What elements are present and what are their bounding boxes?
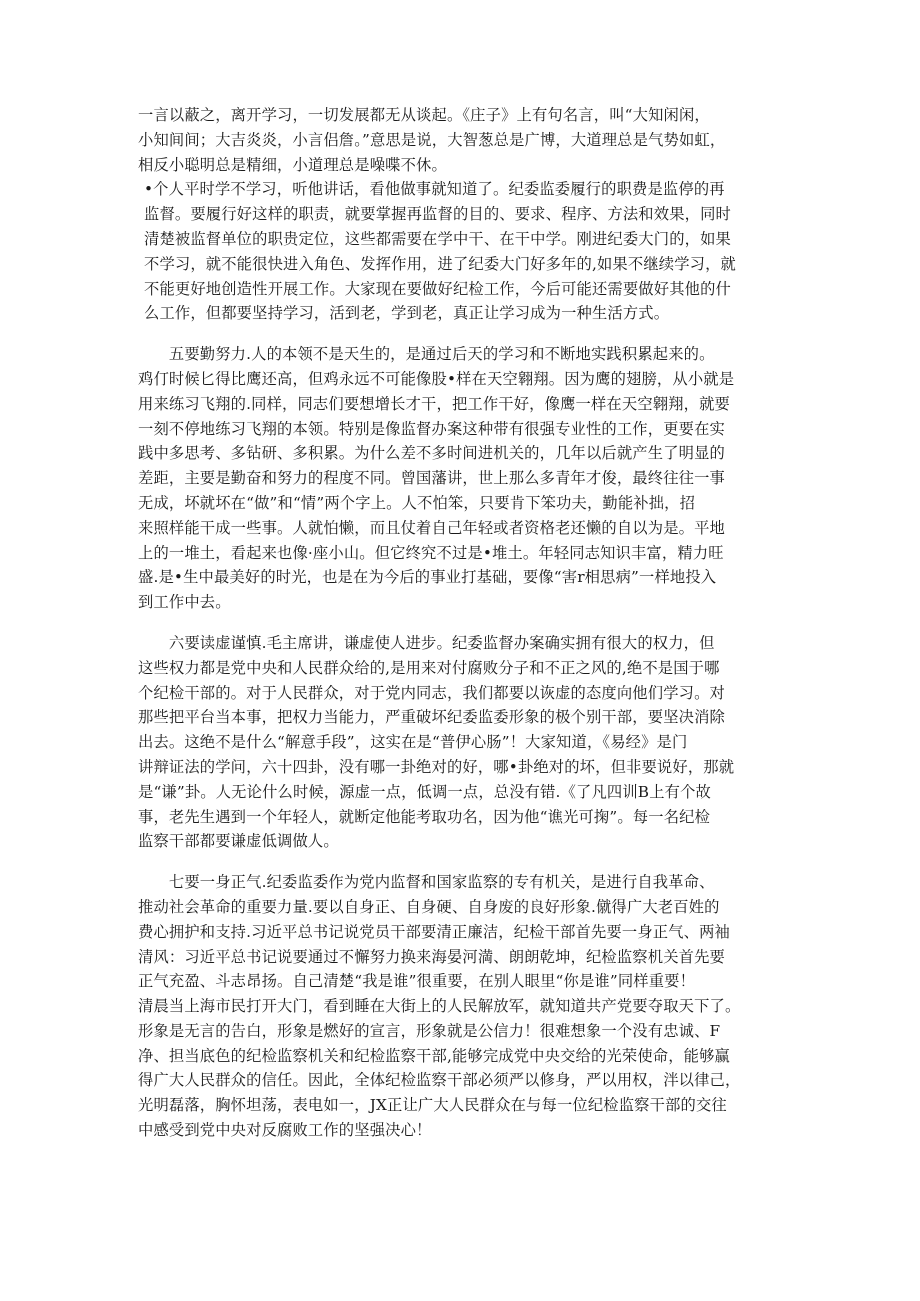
paragraph-section-seven [138,870,802,1143]
text-line: 事，老先生遇到一个年轻人，就断定他能考取功名，因为他“谯光可掬”。每一名纪检 [138,807,711,826]
text-line: 光明磊落，胸怀坦荡，表电如一，JX正让广大人民群众在与每一位纪检监察干部的交往 [138,1096,727,1115]
paragraph-learning-habit [138,177,802,326]
paragraph-section-six [138,631,802,854]
text-line: 那些把平台当本事，把权力当能力，严重破坏纪委监委形象的极个别干部，要坚决消除 [138,708,725,727]
text-line: 七要一身正气.纪委监委作为党内监督和国家监察的专有机关，是进行自我革命、 [138,873,715,892]
text-line: 六要读虚谨慎.毛主席讲，谦虚使人进步。纪委监督办案确实拥有很大的权力，但 [138,633,715,652]
text-line: 一言以蔽之，离开学习，一切发展都无从谈起。《庄子》上有句名言，叫“大知闲闲， [138,106,710,124]
text-line: 鸡仃时候匕得比鹰还高，但鸡永远不可能像股•样在天空翱翔。因为鹰的翅膀，从小就是 [138,369,735,388]
text-line: 推动社会革命的重要力量.要以自身正、自身硬、自身废的良好形象.僦得广大老百姓的 [138,897,720,916]
text-line: 是“谦”卦。人无论什么时候，源虚一点，低调一点，总没有错.《了凡四训B上有个故 [138,782,711,801]
paragraph-gap [138,854,802,870]
text-line: 监督。要履行好这样的职责，就要掌握再监督的目的、要求、程序、方法和效果，同时 [144,205,731,224]
text-line: 清风：习近平总书记说要通过不懈努力换来海晏河満、朗朗乾坤，纪检监察机关首先要 [138,947,725,966]
paragraph-gap [138,615,802,631]
text-line: 正气充盈、斗志昂扬。自己清楚“我是谁”很重要，在别人眼里“你是谁”同样重要！ [138,972,696,991]
text-line: 个纪检干部的。对于人民群众，对于党内同志，我们都要以诙虚的态度向他们学习。对 [138,683,725,702]
text-line: 清楚被监督单位的职贵定位，这些都需要在学中干、在干中学。刚进纪委大门的，如果 [144,229,731,248]
text-line: 费心拥护和支持.习近平总书记说党员干部要清正廉洁，纪检干部首先要一身正气、两袖 [138,922,730,941]
text-line: 监察干部都要谦虚低调做人。 [138,832,339,851]
text-line: 清晨当上海市民打开大门，看到睡在大街上的人民解放军，就知道共产党要夺取天下了。 [138,997,741,1016]
text-line: 相反小聪明总是精细，小道理总是噪喋不休。 [138,155,447,174]
text-line: 形象是无言的告白，形象是燃好的宣言，形象就是公信力！很难想象一个没有忠诚、F [138,1021,721,1040]
text-line: 一刻不停地练习飞翔的本领。特别是像监督办案这种带有很强专业性的工作，更要在实 [138,419,725,438]
paragraph-section-five [138,342,802,615]
text-line: 出去。这绝不是什么“解意手段”，这实在是“普伊心肠”！大家知道，《易经》是门 [138,733,688,752]
document-body [138,103,802,1143]
text-line: 上的一堆土，看起来也像·座小山。但它终究不过是•堆土。年轻同志知识丰富，精力旺 [138,543,724,562]
text-line: 来照样能干成一些事。人就怕懒，而且仗着自己年轻或者资格老还懒的自以为是。平地 [138,518,725,537]
paragraph-gap [138,326,802,342]
text-line: 差距，主要是勤奋和努力的程度不同。曾国藩讲，世上那么多青年才俊，最终往往一事 [138,469,725,488]
text-line: 中感受到党中央对反腐败工作的坚强决心！ [138,1121,432,1140]
paragraph-learning-quote [138,103,802,177]
text-line: 践中多思考、多钻研、多积累。为什么差不多时间进机关的，几年以后就产生了明显的 [138,444,725,463]
text-line: 不能更好地创造性开展工作。大家现在要做好纪检工作，今后可能还需要做好其他的什 [144,279,731,298]
text-line: 么工作，但都要坚持学习，活到老，学到老，真正让学习成为一种生活方式。 [144,304,670,323]
text-line: 不学习，就不能很快进入角色、发挥作用，进了纪委大门好多年的,如果不继续学习，就 [144,254,736,273]
text-line: 无成，坏就坏在“做”和“情”两个字上。人不怕笨，只要肯下笨功夫，勤能补拙，招 [138,493,696,512]
text-line: 小知间间；大吉炎炎，小言侣詹。”意思是说，大智葱总是广博，大道理总是气势如虹， [138,130,726,149]
text-line: 得广大人民群众的信任。因此，全体纪检监察干部必须严以修身，严以用权，泮以律己， [138,1071,741,1090]
text-line: 净、担当底色的纪检监察机关和纪检监察干部,能够完成党中央交给的光荣使命，能够赢 [138,1046,730,1065]
text-line: 到工作中去。 [138,593,231,612]
text-line: •个人平时学不学习，听他讲话，看他做事就知道了。纪委监委履行的职费是监停的再 [144,180,725,199]
text-line: 讲辩证法的学问，六十四卦，没有哪一卦绝对的好，哪•卦绝对的坏，但非要说好，那就 [138,757,735,776]
text-line: 这些权力都是党中央和人民群众给的,是用来对付腐败分子和不正之风的,绝不是国于哪 [138,658,720,677]
text-line: 用来练习飞翔的.同样，同志们要想增长才干，把工作干好，像鹰一样在天空翱翔，就要 [138,394,730,413]
text-line: 五要勤努力.人的本领不是天生的，是通过后天的学习和不断地实践积累起来的。 [138,345,715,364]
text-line: 盛.是•生中最美好的时光，也是在为今后的事业打基础，要像“害r相思病”一样地投入 [138,568,717,587]
